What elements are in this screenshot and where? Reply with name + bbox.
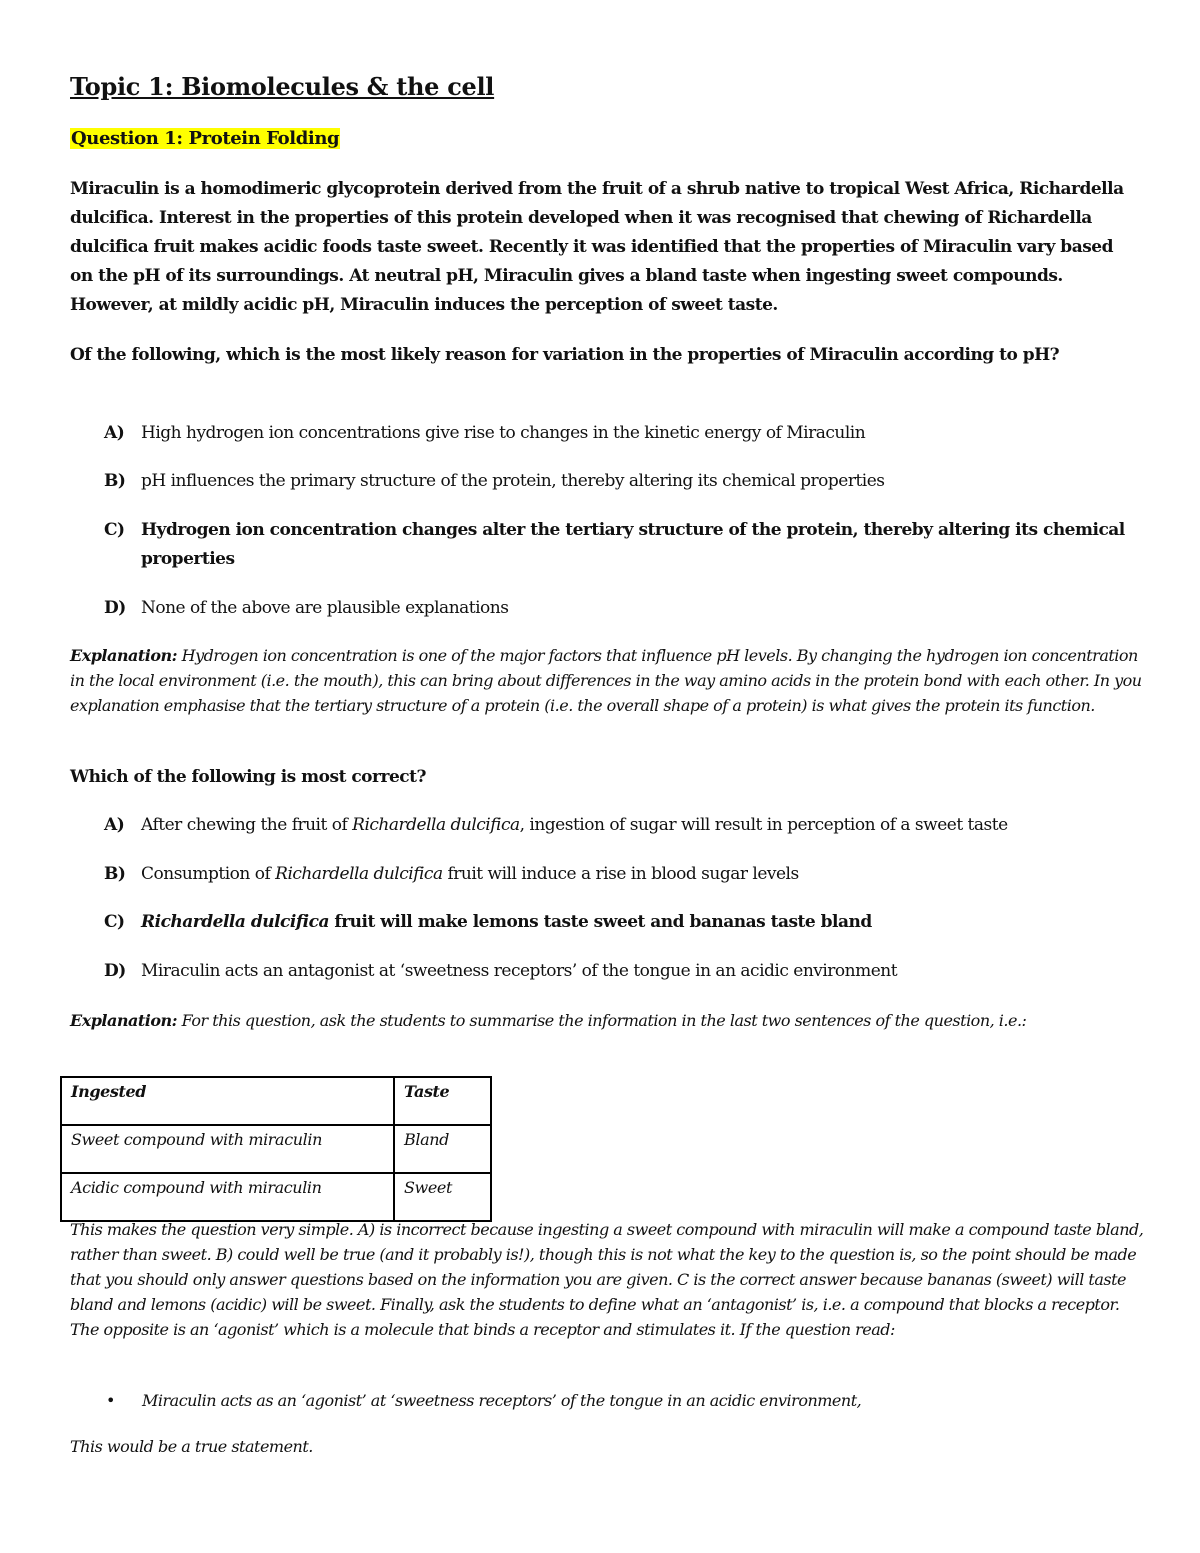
q1-option-b xyxy=(104,467,1134,496)
option-letter: A) xyxy=(104,815,125,835)
followup-paragraph: This makes the question very simple. A) is incorrect because ingesting a sweet compound with miraculin will make a compound taste bland, rather than sweet. B) could well be true (and it probably is!), though this is not what the key to the question is, so the point should be made that you should only answer questions based on the information you are given. C is the correct answer because bananas (sweet) will taste bland and lemons (acidic) will be sweet. Finally, ask the students to define what an ‘antagonist’ is, i.e. a compound that blocks a receptor. The opposite is an ‘agonist’ which is a molecule that binds a receptor and stimulates it. If the question read: xyxy=(70,1220,1144,1339)
table-cell: Acidic compound with miraculin xyxy=(61,1173,394,1221)
table-cell: Bland xyxy=(394,1125,491,1173)
q2-explanation xyxy=(70,1008,1145,1033)
table-row xyxy=(61,1125,491,1173)
option-letter: D) xyxy=(104,961,126,981)
option-letter: C) xyxy=(104,912,125,932)
option-text xyxy=(141,860,1126,889)
option-letter: D) xyxy=(104,598,126,618)
topic-title: Topic 1: Biomolecules & the cell xyxy=(70,72,495,101)
option-text xyxy=(141,811,1126,840)
closing-line: This would be a true statement. xyxy=(70,1437,313,1456)
option-text-post: fruit will make lemons taste sweet and bananas taste bland xyxy=(328,912,872,932)
option-letter: B) xyxy=(104,471,126,491)
option-text-pre: After chewing the fruit of xyxy=(141,815,353,835)
q1-option-d xyxy=(104,594,1134,623)
q1-explanation xyxy=(70,643,1145,718)
explanation-text: Hydrogen ion concentration is one of the major factors that influence pH levels. By changing the hydrogen ion concentration in the local environment (i.e. the mouth), this can bring about differences in the way amino acids in the protein bond with each other. In you explanation emphasise that the tertiary structure of a protein (i.e. the overall shape of a protein) is what gives the protein its function. xyxy=(70,646,1142,715)
explanation-label: Explanation: xyxy=(70,1011,178,1030)
table-header-row xyxy=(61,1077,491,1125)
species-name: Richardella dulcifica xyxy=(141,912,329,932)
q2-option-d xyxy=(104,957,1134,986)
option-letter: C) xyxy=(104,520,125,540)
q1-option-c xyxy=(104,516,1134,574)
explanation-text: For this question, ask the students to summarise the information in the last two sentences of the question, i.e.: xyxy=(177,1011,1027,1030)
q2-prompt: Which of the following is most correct? xyxy=(70,767,426,787)
table-cell: Sweet compound with miraculin xyxy=(61,1125,394,1173)
q1-prompt: Of the following, which is the most likely reason for variation in the properties of Miraculin according to pH? xyxy=(70,345,1060,365)
table-header-cell: Taste xyxy=(394,1077,491,1125)
option-text: Miraculin acts an antagonist at ‘sweetness receptors’ of the tongue in an acidic environment xyxy=(141,961,898,981)
q2-option-b xyxy=(104,860,1134,889)
option-text: High hydrogen ion concentrations give rise to changes in the kinetic energy of Miraculin xyxy=(141,423,866,443)
option-text-post: , ingestion of sugar will result in perception of a sweet taste xyxy=(519,815,1008,835)
explanation-label: Explanation: xyxy=(70,646,178,665)
option-letter: B) xyxy=(104,864,126,884)
option-text: Hydrogen ion concentration changes alter the tertiary structure of the protein, thereby altering its chemical properties xyxy=(141,520,1125,569)
q1-option-a xyxy=(104,419,1134,448)
bullet-marker: • xyxy=(106,1391,115,1410)
bullet-item xyxy=(70,1388,1140,1413)
species-name: Richardella dulcifica xyxy=(352,815,520,835)
question-heading: Question 1: Protein Folding xyxy=(71,128,340,149)
species-name: Richardella dulcifica xyxy=(275,864,443,884)
table-cell: Sweet xyxy=(394,1173,491,1221)
table-row xyxy=(61,1173,491,1221)
table-header-cell: Ingested xyxy=(61,1077,394,1125)
summary-table xyxy=(60,1076,492,1222)
bullet-text: Miraculin acts as an ‘agonist’ at ‘sweetness receptors’ of the tongue in an acidic environment, xyxy=(142,1391,862,1410)
option-letter: A) xyxy=(104,423,125,443)
option-text-post: fruit will induce a rise in blood sugar levels xyxy=(442,864,799,884)
option-text: pH influences the primary structure of the protein, thereby altering its chemical properties xyxy=(141,471,885,491)
option-text-pre: Consumption of xyxy=(141,864,276,884)
q2-option-c xyxy=(104,908,1134,937)
option-text xyxy=(141,908,1126,937)
intro-paragraph: Miraculin is a homodimeric glycoprotein derived from the fruit of a shrub native to tropical West Africa, Richardella dulcifica. Interest in the properties of this protein developed when it was recognised that chewing of Richardella dulcifica fruit makes acidic foods taste sweet. Recently it was identified that the properties of Miraculin vary based on the pH of its surroundings. At neutral pH, Miraculin gives a bland taste when ingesting sweet compounds. However, at mildly acidic pH, Miraculin induces the perception of sweet taste. xyxy=(70,179,1124,315)
option-text: None of the above are plausible explanations xyxy=(141,598,509,618)
q2-option-a xyxy=(104,811,1134,840)
